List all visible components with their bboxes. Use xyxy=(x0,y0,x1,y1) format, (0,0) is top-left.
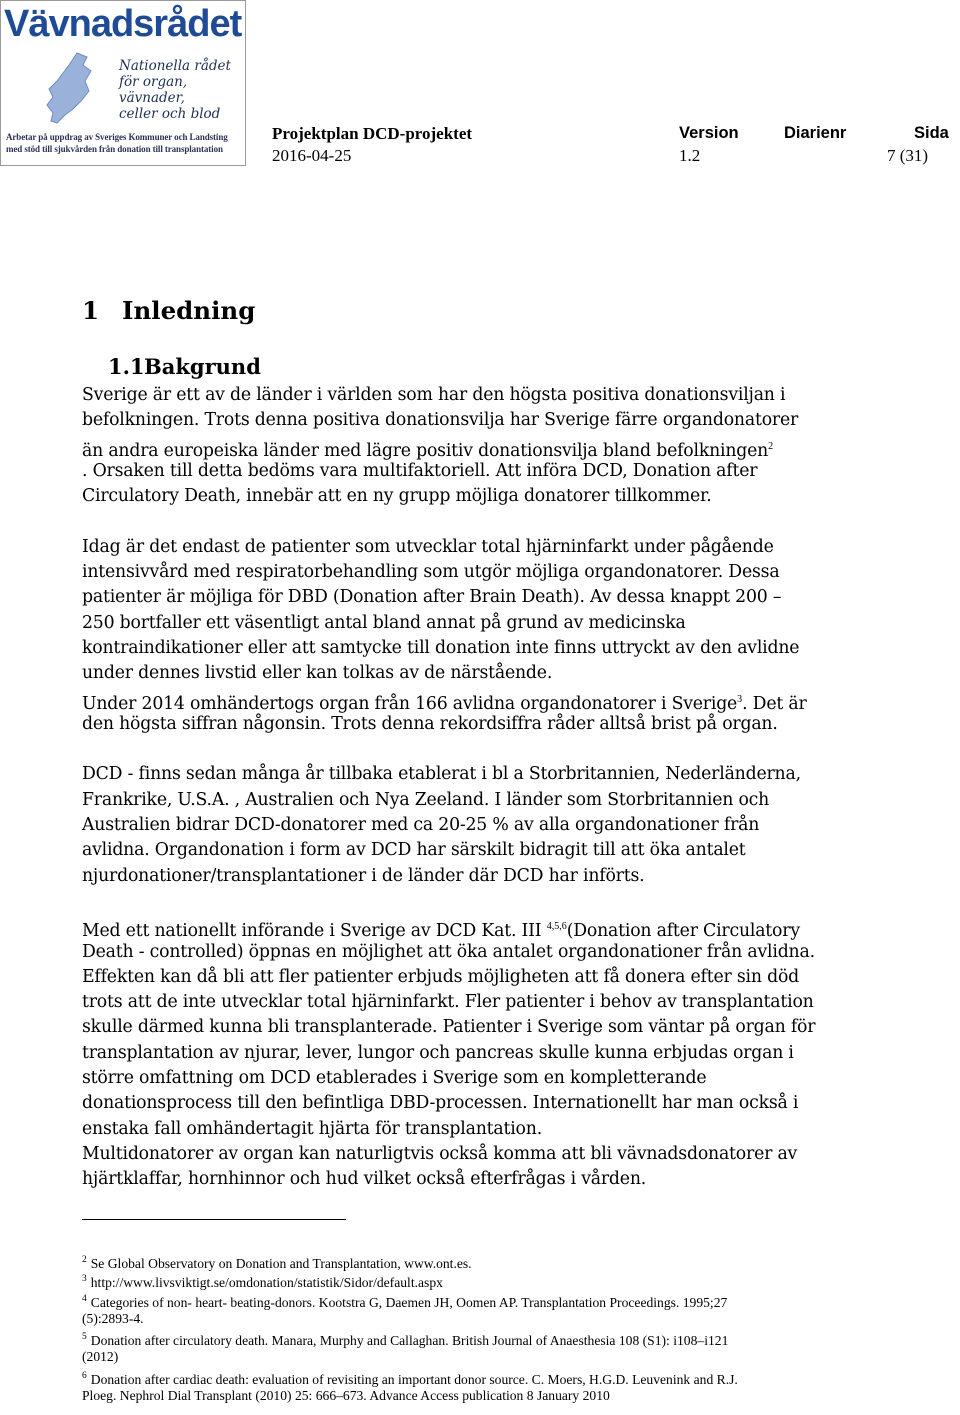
subsection-title: Bakgrund xyxy=(144,354,261,379)
section-title: Inledning xyxy=(122,296,256,325)
version-label: Version xyxy=(679,124,739,142)
diarienr-label: Diarienr xyxy=(784,124,847,142)
footnotes xyxy=(82,1251,942,1405)
footnote-ref: 4,5,6 xyxy=(546,921,567,933)
footnote-2: $^2$ Se Global Observatory on Donation and Transplantation, www.ont.es. xyxy=(82,1255,472,1271)
subsection-heading xyxy=(108,354,261,379)
page-number: 7 (31) xyxy=(887,146,929,165)
version-value: 1.2 xyxy=(679,146,701,165)
footnote-ref: 2 xyxy=(768,440,774,452)
footnote-3: $^3$ http://www.livsviktigt.se/omdonation/statistik/Sidor/default.aspx xyxy=(82,1274,443,1291)
logo-wordmark: Vävnadsrådet xyxy=(4,3,242,45)
paragraph-4: Med ett nationellt införande i Sverige av DCD Kat. III $^{4,5,6}$(Donation after Circulatory Death - controlled) öppnas en möjlighet att öka antalet organdonationer från avlidna. Effekten kan då bli att fler patienter erbjuds möjligheten att få donera efter sin död trots att de inte utvecklar total hjärninfarkt. Fler patienter i behov av transplantation skulle därmed kunna bli transplanterade. Patienter i Sverige som väntar på organ för transplantation av njurar, lever, lungor och pancreas skulle kunna erbjudas organ i större omfattning om DCD etablerades i Sverige som en kompletterande donationsprocess till den befintliga DBD-processen. Internationellt har man också i enstaka fall omhändertagit hjärta för transplantation. Multidonatorer av organ kan naturligtvis också komma att bli vävnadsdonatorer av hjärtklaffar, hornhinnor och hud vilket också efterfrågas i vården. xyxy=(82,921,816,1190)
subsection-number: 1.1 xyxy=(108,354,145,379)
logo-footer-text: Arbetar på uppdrag av Sveriges Kommuner och Landsting med stöd till sjukvården från donation till transplantation xyxy=(6,132,228,154)
footnote-5: $^5$ Donation after circulatory death. Manara, Murphy and Callaghan. British Journal of Anaesthesia 108 (S1): i108–i121 (2012) xyxy=(82,1332,729,1365)
section-heading xyxy=(82,296,255,325)
document-date: 2016-04-25 xyxy=(272,146,352,165)
logo-tagline: Nationella rådet för organ, vävnader, celler och blod xyxy=(119,58,231,122)
footnote-ref: 3 xyxy=(737,693,743,705)
paragraph-2: Idag är det endast de patienter som utvecklar total hjärninfarkt under pågående intensivvård med respiratorbehandling som utgör möjliga organdonatorer. Dessa patienter är möjliga för DBD (Donation after Brain Death). Av dessa knappt 200 – 250 bortfaller ett väsentligt antal bland annat på grund av medicinska kontraindikationer eller att samtycke till donation inte finns uttryckt av den avlidne under dennes livstid eller kan tolkas av de närstående. Under 2014 omhändertogs organ från 166 avlidna organdonatorer i Sverige$^3$. Det är den högsta siffran någonsin. Trots denna rekordsiffra råder alltså brist på organ. xyxy=(82,536,807,734)
project-title: Projektplan DCD-projektet xyxy=(272,124,473,143)
footnote-6: $^6$ Donation after cardiac death: evaluation of revisiting an important donor source. C. Moers, H.G.D. Leuvenink and R.J. Ploeg. Nephrol Dial Transplant (2010) 25: 666–673. Advance Access publication 8 January 2010 xyxy=(82,1370,738,1404)
paragraph-3: DCD - finns sedan många år tillbaka etablerat i bl a Storbritannien, Nederländerna, Frankrike, U.S.A. , Australien och Nya Zeeland. I länder som Storbritannien och Australien bidrar DCD-donatorer med ca 20-25 % av alla organdonationer från avlidna. Organdonation i form av DCD har särskilt bidragit till att öka antalet njurdonationer/transplantationer i de länder där DCD har införts. xyxy=(82,764,801,886)
section-number: 1 xyxy=(82,296,100,325)
organization-logo xyxy=(0,0,246,166)
footnote-separator xyxy=(82,1219,346,1220)
page-label: Sida xyxy=(914,124,949,142)
body-text xyxy=(82,383,938,1193)
footnote-4: $^4$ Categories of non- heart- beating-donors. Kootstra G, Daemen JH, Oomen AP. Transplantation Proceedings. 1995;27 (5):2893-4. xyxy=(82,1293,728,1326)
paragraph-1: Sverige är ett av de länder i världen som har den högsta positiva donationsviljan i befolkningen. Trots denna positiva donationsvilja har Sverige färre organdonatorer än andra europeiska länder med lägre positiv donationsvilja bland befolkningen$^2$ . Orsaken till detta bedöms vara multifaktoriell. Att införa DCD, Donation after Circulatory Death, innebär att en ny grupp möjliga donatorer tillkommer. xyxy=(82,385,799,507)
sweden-map-icon xyxy=(7,51,117,127)
